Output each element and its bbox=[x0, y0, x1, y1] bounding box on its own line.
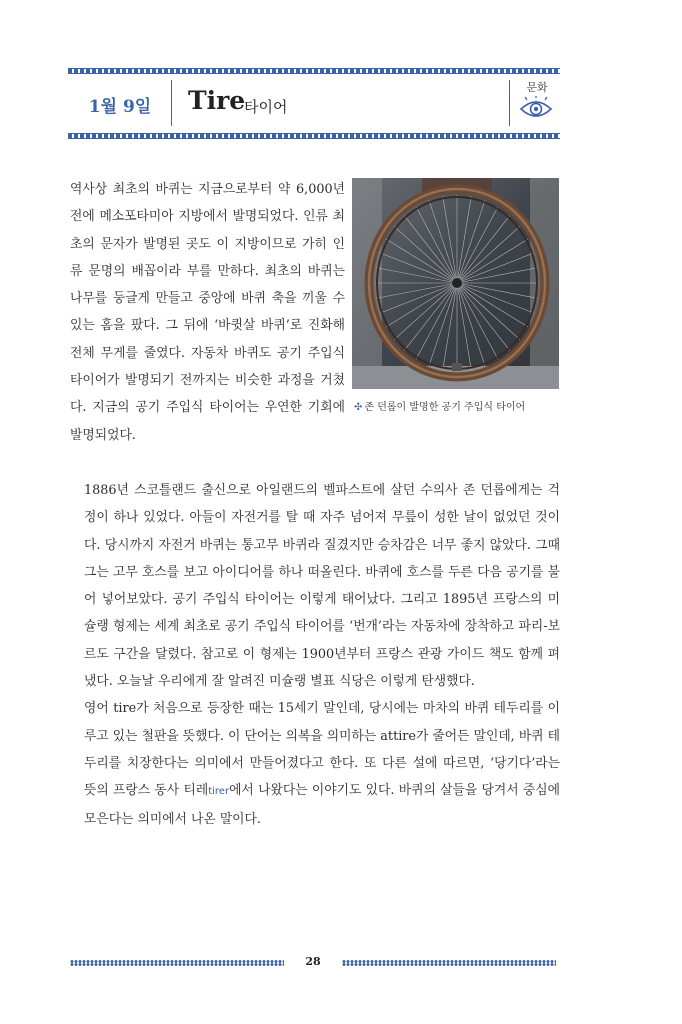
header-bottom-border bbox=[68, 133, 560, 139]
footer-left-border bbox=[70, 960, 284, 966]
page-subtitle: 타이어 bbox=[244, 98, 288, 116]
header-divider-right bbox=[509, 80, 510, 126]
caption-text: 존 던롭이 발명한 공기 주입식 타이어 bbox=[364, 402, 526, 413]
header-top-border bbox=[68, 68, 560, 74]
eye-icon bbox=[519, 96, 553, 122]
page-title: Tire bbox=[188, 86, 246, 115]
paragraph-3-part-2: 에서 나왔다는 이야기도 있다. 바퀴의 살들을 당겨서 중심에 모은다는 의미에서 나온 말이다. bbox=[84, 783, 560, 827]
footer-right-border bbox=[342, 960, 556, 966]
paragraphs-main bbox=[70, 477, 560, 833]
paragraph-3-part-1: 영어 tire가 처음으로 등장한 때는 15세기 말인데, 당시에는 마차의 바퀴 테두리를 이루고 있는 철판을 뜻했다. 이 단어는 의복을 의미하는 attire가 줄어든 말인데, 바퀴 테두리를 치장한다는 의미에서 만들어졌다고 한다. 또 다른 설에 따르면, ‘당기다’라는 뜻의 프랑스 동사 티레 bbox=[84, 701, 560, 799]
tire-photo bbox=[352, 178, 559, 389]
paragraph-3-text bbox=[70, 695, 560, 832]
paragraph-1-text: 역사상 최초의 바퀴는 지금으로부터 약 6,000년 전에 메소포타미아 지방에서 발명되었다. 인류 최초의 문자가 발명된 곳도 이 지방이므로 가히 인류 문명의 배꼽이라 부를 만하다. 최초의 바퀴는 나무를 둥글게 만들고 중앙에 바퀴 축을 끼울 수 있는 홈을 팠다. 그 뒤에 ‘바큇살 바퀴’로 진화해 전체 무게를 줄였다. 자동차 바퀴도 공기 주입식 타이어가 발명되기 전까지는 비슷한 과정을 거쳤다. 지금의 공기 주입식 타이어는 우연한 기회에 발명되었다. bbox=[70, 182, 345, 443]
paragraph-1 bbox=[70, 176, 345, 449]
category-label: 문화 bbox=[526, 81, 548, 94]
header-divider bbox=[171, 80, 172, 126]
caption-mark-icon: ✣ bbox=[354, 402, 363, 413]
page-number: 28 bbox=[305, 955, 321, 968]
page-date: 1월 9일 bbox=[88, 97, 152, 117]
photo-caption bbox=[354, 398, 564, 413]
tirer-word: tirer bbox=[208, 786, 230, 798]
paragraph-2-text: 1886년 스코틀랜드 출신으로 아일랜드의 벨파스트에 살던 수의사 존 던롭에게는 걱정이 하나 있었다. 아들이 자전거를 탈 때 자주 넘어져 무릎이 성한 날이 없었던 것이다. 당시까지 자전거 바퀴는 통고무 바퀴라 질겼지만 승차감은 너무 좋지 않았다. 그때 그는 고무 호스를 보고 아이디어를 하나 떠올린다. 바퀴에 호스를 두른 다음 공기를 불어 넣어보았다. 공기 주입식 타이어는 이렇게 태어났다. 그리고 1895년 프랑스의 미슐랭 형제는 세계 최초로 공기 주입식 타이어를 ‘번개’라는 자동차에 장착하고 파리-보르도 구간을 달렸다. 참고로 이 형제는 1900년부터 프랑스 관광 가이드 책도 함께 펴냈다. 오늘날 우리에게 잘 알려진 미슐랭 별표 식당은 이렇게 탄생했다. bbox=[84, 483, 560, 690]
